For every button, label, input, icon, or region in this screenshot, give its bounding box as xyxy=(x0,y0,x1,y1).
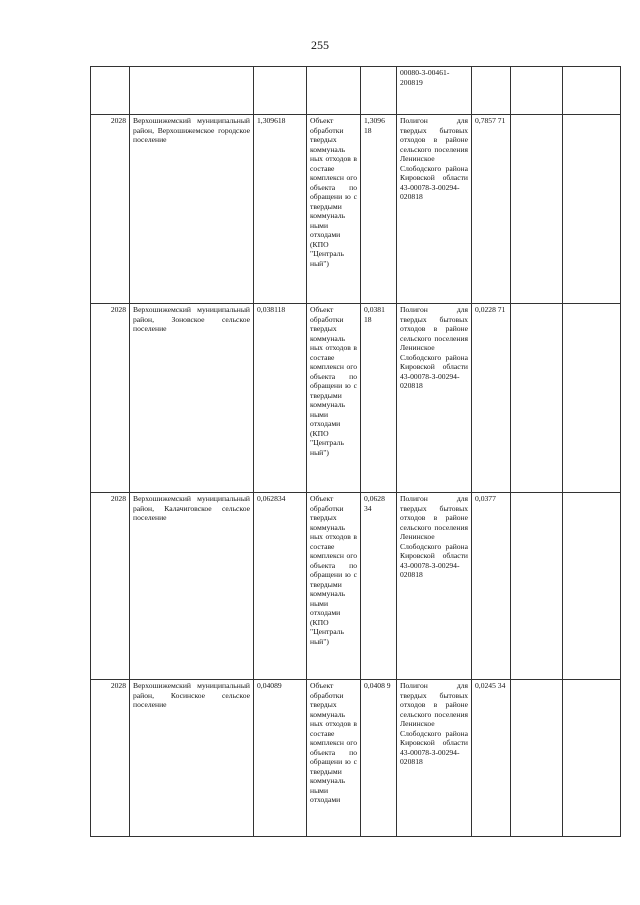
cell-extra-2 xyxy=(563,680,621,837)
cell-year: 2028 xyxy=(91,493,130,680)
cell-extra-2 xyxy=(563,67,621,115)
cell-mass2: 1,3096 18 xyxy=(361,115,397,304)
cell-mass2 xyxy=(361,67,397,115)
cell-territory xyxy=(130,67,254,115)
cell-year: 2028 xyxy=(91,680,130,837)
cell-territory: Верхошижемский муниципальный район, Калачиговское сельское поселение xyxy=(130,493,254,680)
cell-object: Объект обработки твердых коммуналь ных отходов в составе комплексн ого объекта по обращени ю с твердыми коммуналь ными отходами (КПО "Централь ный") xyxy=(307,493,361,680)
table-row xyxy=(91,493,621,680)
cell-destination: Полигон для твердых бытовых отходов в районе сельского поселения Ленинское Слободского района Кировской области 43-00078-З-00294-020818 xyxy=(397,680,472,837)
cell-distance: 0,0245 34 xyxy=(472,680,511,837)
cell-object: Объект обработки твердых коммуналь ных отходов в составе комплексн ого объекта по обращени ю с твердыми коммуналь ными отходами (КПО "Централь ный") xyxy=(307,115,361,304)
table-row xyxy=(91,304,621,493)
cell-year: 2028 xyxy=(91,304,130,493)
page-number: 255 xyxy=(311,38,329,52)
table-row xyxy=(91,67,621,115)
cell-mass: 0,04089 xyxy=(254,680,307,837)
cell-distance: 0,7857 71 xyxy=(472,115,511,304)
cell-distance xyxy=(472,67,511,115)
cell-extra-1 xyxy=(511,115,563,304)
waste-flow-table xyxy=(90,66,621,837)
cell-distance: 0,0228 71 xyxy=(472,304,511,493)
cell-object: Объект обработки твердых коммуналь ных отходов в составе комплексн ого объекта по обращени ю с твердыми коммуналь ными отходами (КПО "Централь ный") xyxy=(307,304,361,493)
cell-mass: 0,062834 xyxy=(254,493,307,680)
cell-mass2: 0,0381 18 xyxy=(361,304,397,493)
cell-extra-1 xyxy=(511,67,563,115)
cell-extra-2 xyxy=(563,304,621,493)
cell-extra-1 xyxy=(511,493,563,680)
cell-object: Объект обработки твердых коммуналь ных отходов в составе комплексн ого объекта по обращени ю с твердыми коммуналь ными отходами xyxy=(307,680,361,837)
cell-destination: Полигон для твердых бытовых отходов в районе сельского поселения Ленинское Слободского района Кировской области 43-00078-З-00294-020818 xyxy=(397,304,472,493)
cell-destination: Полигон для твердых бытовых отходов в районе сельского поселения Ленинское Слободского района Кировской области 43-00078-З-00294-020818 xyxy=(397,115,472,304)
cell-year xyxy=(91,67,130,115)
cell-distance: 0,0377 xyxy=(472,493,511,680)
table-row xyxy=(91,680,621,837)
cell-extra-2 xyxy=(563,115,621,304)
cell-object xyxy=(307,67,361,115)
cell-territory: Верхошижемский муниципальный район, Зоновское сельское поселение xyxy=(130,304,254,493)
cell-destination: Полигон для твердых бытовых отходов в районе сельского поселения Ленинское Слободского района Кировской области 43-00078-З-00294-020818 xyxy=(397,493,472,680)
cell-mass: 0,038118 xyxy=(254,304,307,493)
cell-extra-1 xyxy=(511,680,563,837)
cell-extra-2 xyxy=(563,493,621,680)
cell-mass xyxy=(254,67,307,115)
cell-destination: 00080-3-00461-200819 xyxy=(397,67,472,115)
cell-territory: Верхошижемский муниципальный район, Косинское сельское поселение xyxy=(130,680,254,837)
table-row xyxy=(91,115,621,304)
cell-mass: 1,309618 xyxy=(254,115,307,304)
cell-extra-1 xyxy=(511,304,563,493)
cell-mass2: 0,0628 34 xyxy=(361,493,397,680)
cell-territory: Верхошижемский муниципальный район, Верхошижемское городское поселение xyxy=(130,115,254,304)
cell-mass2: 0,0408 9 xyxy=(361,680,397,837)
cell-year: 2028 xyxy=(91,115,130,304)
